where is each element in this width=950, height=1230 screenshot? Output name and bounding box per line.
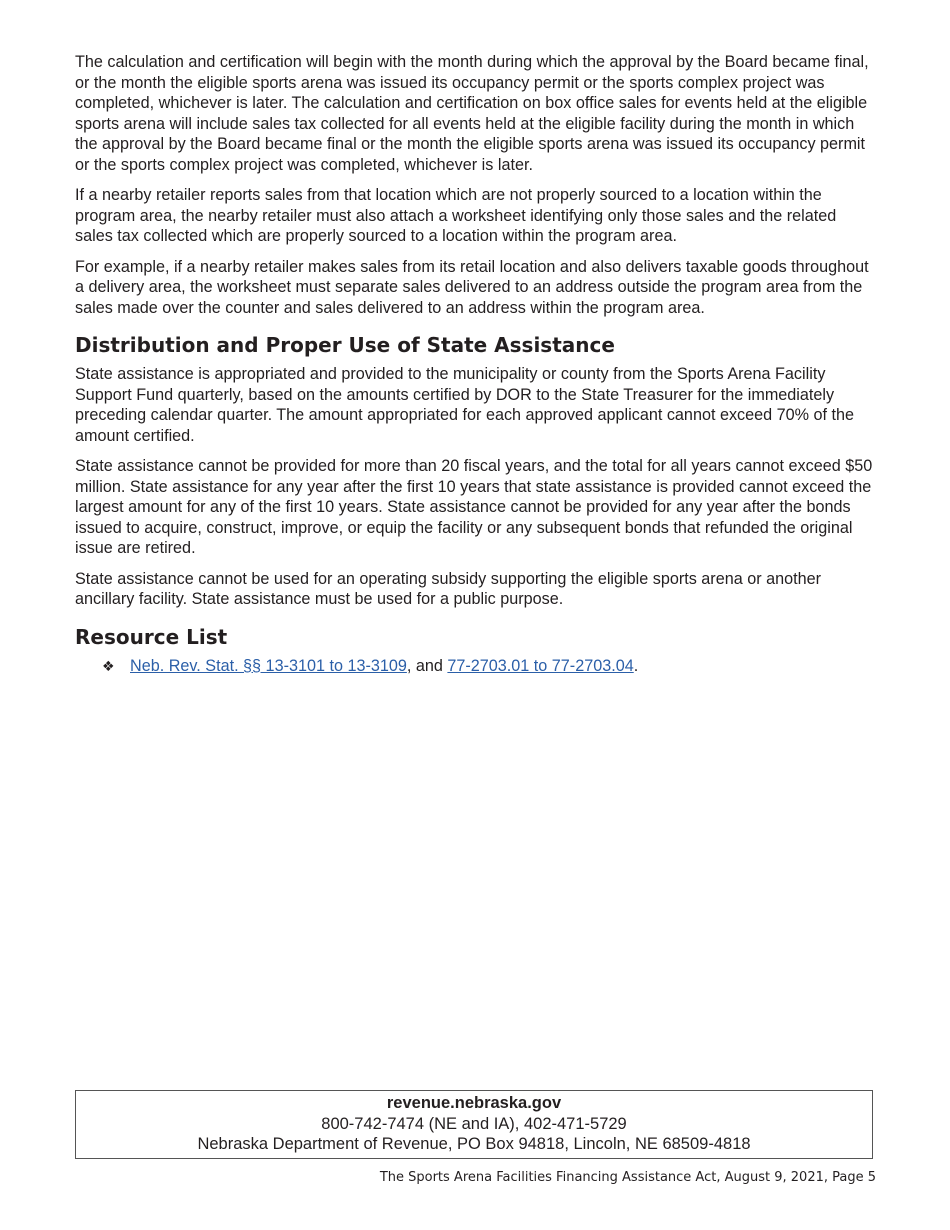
footer-address: Nebraska Department of Revenue, PO Box 94818, Lincoln, NE 68509-4818 [197, 1135, 751, 1153]
list-item [75, 656, 878, 677]
separator-text: , and [406, 656, 448, 675]
document-body [75, 52, 878, 676]
statute-link-13-3101[interactable]: Neb. Rev. Stat. §§ 13-3101 to 13-3109 [130, 656, 407, 675]
paragraph-public-purpose: State assistance cannot be used for an operating subsidy supporting the eligible sports arena or another ancillary facility. State assistance must be used for a public purpose. [75, 569, 822, 608]
resource-list-heading: Resource List [75, 624, 228, 649]
paragraph-nearby-retailer: If a nearby retailer reports sales from that location which are not properly sourced to a location within the program area, the nearby retailer must also attach a worksheet identifying only those sales and the related sales tax collected which are properly sourced to a location within the program area. [75, 186, 837, 245]
footer-website: revenue.nebraska.gov [386, 1094, 562, 1112]
diamond-bullet-icon: ❖ [102, 657, 115, 674]
page-footer-note: The Sports Arena Facilities Financing Assistance Act, August 9, 2021, Page 5 [379, 1170, 876, 1185]
resource-list [75, 656, 878, 677]
paragraph-example: For example, if a nearby retailer makes sales from its retail location and also delivers taxable goods throughout a delivery area, the worksheet must separate sales delivered to an address outside the program area from the sales made over the counter and sales delivered to an address within the program area. [75, 257, 869, 317]
paragraph-appropriation: State assistance is appropriated and provided to the municipality or county from the Sports Arena Facility Support Fund quarterly, based on the amounts certified by DOR to the State Treasurer for the immediately preceding calendar quarter. The amount appropriated for each approved applicant cannot exceed 70% of the amount certified. [75, 365, 855, 445]
end-punctuation: . [633, 656, 639, 675]
statute-link-77-2703[interactable]: 77-2703.01 to 77-2703.04 [447, 656, 634, 675]
paragraph-calculation-certification: The calculation and certification will begin with the month during which the approval by the Board became final, or the month the eligible sports arena was issued its occupancy permit or the sports complex project was completed, whichever is later. The calculation and certification on box office sales for events held at the eligible sports arena will include sales tax collected for all events held at the eligible facility during the month in which the approval by the Board became final or the month the eligible sports arena was issued its occupancy permit or the sports complex project was completed, whichever is later. [75, 53, 869, 174]
contact-footer [75, 1090, 873, 1159]
distribution-heading: Distribution and Proper Use of State Assistance [75, 333, 615, 357]
footer-phones: 800-742-7474 (NE and IA), 402-471-5729 [321, 1114, 627, 1133]
paragraph-fiscal-years: State assistance cannot be provided for more than 20 fiscal years, and the total for all years cannot exceed $50 million. State assistance for any year after the first 10 years that state assistance is provided cannot exceed the largest amount for any of the first 10 years. State assistance cannot be provided for any year after the bonds issued to acquire, construct, improve, or equip the facility or any subsequent bonds that refunded the original issue are retired. [75, 457, 873, 557]
